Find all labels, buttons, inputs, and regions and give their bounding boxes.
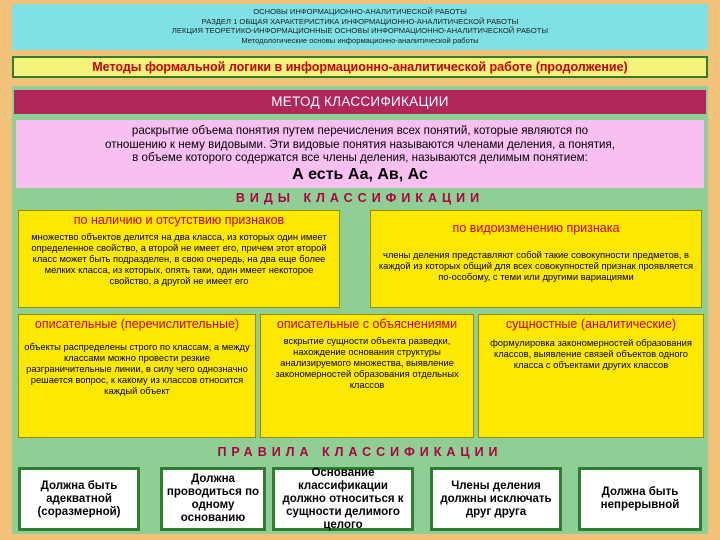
type-essential-box (478, 314, 704, 438)
definition-line: отношению к нему видовыми. Эти видовые понятия называются членами деления, а понятия, (105, 137, 615, 151)
header-line: ОСНОВЫ ИНФОРМАЦИОННО-АНАЛИТИЧЕСКОЙ РАБОТЫ (253, 7, 467, 16)
type-presence-box (18, 210, 340, 308)
type-descriptive-text: объекты распределены строго по классам, а между классами можно провести резкие разграничительные линии, в силу чего однозначно решается вопрос, к какому из классов относится каждый объект (24, 341, 250, 396)
definition-block (16, 120, 704, 188)
rule-text: Должна быть адекватной (соразмерной) (37, 479, 121, 518)
type-variation-title: по видоизменению признака (452, 221, 620, 235)
type-essential-text: формулировка закономерностей образования классов, выявление связей объектов одного класса с объектами других классов (490, 337, 692, 370)
slide-subtitle: Методы формальной логики в информационно-аналитической работе (продолжение) (12, 56, 708, 78)
type-explanatory-title: описательные с объяснениями (276, 317, 458, 331)
definition-line: раскрытие объема понятия путем перечисления всех понятий, которые являются по (131, 124, 589, 137)
course-header (12, 4, 708, 50)
definition-formula: А есть Аа, Ав, Ас (292, 165, 428, 183)
definition-line: в объеме которого содержатся все члены деления, называются делимым понятием: (132, 151, 588, 164)
type-variation-text: члены деления представляют собой такие совокупности предметов, в каждой из которых общий для всех совокупностей признак проявляется по-особому, с теми или другими вариациями (378, 249, 694, 282)
rule-text: Должна проводиться по одному основанию (166, 473, 260, 524)
rule-card (430, 467, 562, 531)
types-title: ВИДЫ КЛАССИФИКАЦИИ (235, 191, 485, 205)
type-descriptive-title: описательные (перечислительные) (34, 317, 240, 331)
type-explanatory-text: вскрытие сущности объекта разведки, нахождение основания структуры анализируемого множества, выявление закономерностей образования отдельных классов (275, 335, 459, 390)
rule-text: Должна быть непрерывной (600, 486, 680, 511)
method-title: МЕТОД КЛАССИФИКАЦИИ (14, 90, 706, 114)
type-explanatory-box (260, 314, 474, 438)
rules-title: ПРАВИЛА КЛАССИФИКАЦИИ (217, 445, 503, 459)
rule-card (272, 467, 414, 531)
header-line: ЛЕКЦИЯ ТЕОРЕТИКО-ИНФОРМАЦИОННЫЕ ОСНОВЫ ИНФОРМАЦИОННО-АНАЛИТИЧЕСКОЙ РАБОТЫ (171, 26, 549, 36)
rule-card (578, 467, 702, 531)
type-descriptive-box (18, 314, 256, 438)
type-variation-box (370, 210, 702, 308)
rule-card (18, 467, 140, 531)
header-line: РАЗДЕЛ 1 ОБЩАЯ ХАРАКТЕРИСТИКА ИНФОРМАЦИОННО-АНАЛИТИЧЕСКОЙ РАБОТЫ (201, 16, 519, 26)
type-presence-title: по наличию и отсутствию признаков (73, 213, 285, 227)
type-presence-text: множество объектов делится на два класса, из которых один имеет определенное свойство, а второй не имеет его, причем этот второй класс может быть подразделен, в свою очередь, на два еще более мелких класса, из которых, опять таки, один имеет некоторое свойство, а другой не имеет его (31, 231, 327, 286)
rule-card (160, 467, 266, 531)
rule-text: Основание классификации должно относиться к сущности делимого целого (282, 466, 404, 531)
type-essential-title: сущностные (аналитические) (505, 317, 677, 331)
rule-text: Члены деления должны исключать друг друга (440, 479, 552, 518)
header-line: Методологические основы информационно-аналитической работы (241, 35, 479, 45)
